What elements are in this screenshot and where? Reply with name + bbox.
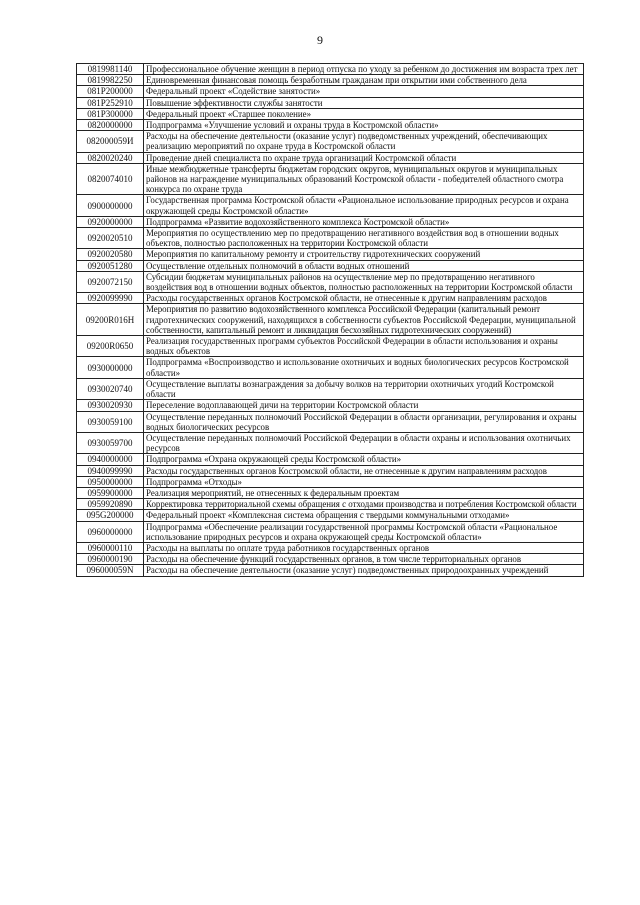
row-description: Расходы государственных органов Костромской области, не отнесенные к другим направлениям расходов xyxy=(144,293,584,304)
row-description: Иные межбюджетные трансферты бюджетам городских округов, муниципальных округов и муниципальных районов на награждение муниципальных образований Костромской области - победителей областного смотра конкурса по охране труда xyxy=(144,163,584,195)
row-description: Единовременная финансовая помощь безработным гражданам при открытии ими собственного дела xyxy=(144,75,584,86)
row-description: Подпрограмма «Охрана окружающей среды Костромской области» xyxy=(144,454,584,465)
row-code: 0819981140 xyxy=(77,64,144,75)
table-row xyxy=(77,260,584,271)
table-row xyxy=(77,152,584,163)
table-row xyxy=(77,499,584,510)
row-code: 0900000000 xyxy=(77,195,144,216)
row-description: Государственная программа Костромской области «Рациональное использование природных ресурсов и охрана окружающей среды Костромской области» xyxy=(144,195,584,216)
table-row xyxy=(77,411,584,432)
row-description: Переселение водоплавающей дичи на территории Костромской области xyxy=(144,400,584,411)
row-description: Корректировка территориальной схемы обращения с отходами производства и потребления Костромской области xyxy=(144,499,584,510)
row-description: Расходы на обеспечение деятельности (оказание услуг) подведомственных природоохранных учреждений xyxy=(144,565,584,576)
row-description: Расходы на выплаты по оплате труда работников государственных органов xyxy=(144,542,584,553)
table-row xyxy=(77,271,584,292)
table-row xyxy=(77,565,584,576)
row-code: 0819982250 xyxy=(77,75,144,86)
table-row xyxy=(77,75,584,86)
row-code: 0820000000 xyxy=(77,120,144,131)
row-code: 095G200000 xyxy=(77,510,144,521)
row-code: 09200R0650 xyxy=(77,336,144,357)
row-description: Расходы государственных органов Костромской области, не отнесенные к другим направлениям расходов xyxy=(144,465,584,476)
page-number: 9 xyxy=(317,33,323,47)
row-description: Субсидии бюджетам муниципальных районов на осуществление мер по предотвращению негативного воздействия вод в отношении водных объектов, полностью расположенных на территории Костромской области xyxy=(144,271,584,292)
table-row xyxy=(77,249,584,260)
table-row xyxy=(77,64,584,75)
budget-classification-table xyxy=(76,63,584,577)
table-row xyxy=(77,216,584,227)
row-description: Осуществление переданных полномочий Российской Федерации в области охраны и использования охотничьих ресурсов xyxy=(144,432,584,453)
row-code: 0959920890 xyxy=(77,499,144,510)
row-code: 0960000000 xyxy=(77,521,144,542)
table-row xyxy=(77,97,584,108)
row-code: 0920099990 xyxy=(77,293,144,304)
table-row xyxy=(77,357,584,378)
table-body xyxy=(77,64,584,577)
table-row xyxy=(77,120,584,131)
row-code: 0930020740 xyxy=(77,378,144,399)
table-row xyxy=(77,163,584,195)
row-description: Расходы на обеспечение функций государственных органов, в том числе территориальных органов xyxy=(144,554,584,565)
row-code: 0920051280 xyxy=(77,260,144,271)
row-code: 0960000110 xyxy=(77,542,144,553)
row-description: Проведение дней специалиста по охране труда организаций Костромской области xyxy=(144,152,584,163)
table-row xyxy=(77,108,584,119)
row-description: Профессиональное обучение женщин в период отпуска по уходу за ребенком до достижения им возраста трех лет xyxy=(144,64,584,75)
row-description: Федеральный проект «Содействие занятости» xyxy=(144,86,584,97)
row-code: 0920020510 xyxy=(77,228,144,249)
row-code: 081P300000 xyxy=(77,108,144,119)
table-row xyxy=(77,228,584,249)
row-code: 081P252910 xyxy=(77,97,144,108)
table-row xyxy=(77,487,584,498)
row-description: Реализация государственных программ субъектов Российской Федерации в области использования и охраны водных объектов xyxy=(144,336,584,357)
row-code: 0920072150 xyxy=(77,271,144,292)
row-code: 0930000000 xyxy=(77,357,144,378)
table-row xyxy=(77,454,584,465)
row-code: 0959900000 xyxy=(77,487,144,498)
row-code: 09200R016H xyxy=(77,304,144,336)
row-code: 0820074010 xyxy=(77,163,144,195)
table-row xyxy=(77,304,584,336)
table-row xyxy=(77,293,584,304)
row-description: Расходы на обеспечение деятельности (оказание услуг) подведомственных учреждений, обеспечивающих реализацию мероприятий по охране труда в Костромской области xyxy=(144,131,584,152)
row-description: Осуществление выплаты вознаграждения за добычу волков на территории охотничьих угодий Костромской области xyxy=(144,378,584,399)
row-code: 0930059100 xyxy=(77,411,144,432)
row-code: 0930059700 xyxy=(77,432,144,453)
table-row xyxy=(77,432,584,453)
row-code: 0940000000 xyxy=(77,454,144,465)
row-code: 0940099990 xyxy=(77,465,144,476)
row-code: 0930020930 xyxy=(77,400,144,411)
row-description: Реализация мероприятий, не отнесенных к федеральным проектам xyxy=(144,487,584,498)
row-description: Мероприятия по осуществлению мер по предотвращению негативного воздействия вод в отношении водных объектов, полностью расположенных на территории Костромской области xyxy=(144,228,584,249)
row-description: Осуществление переданных полномочий Российской Федерации в области организации, регулирования и охраны водных биологических ресурсов xyxy=(144,411,584,432)
row-code: 0920020580 xyxy=(77,249,144,260)
row-description: Повышение эффективности службы занятости xyxy=(144,97,584,108)
row-code: 096000059N xyxy=(77,565,144,576)
table-row xyxy=(77,400,584,411)
row-description: Подпрограмма «Воспроизводство и использование охотничьих и водных биологических ресурсов Костромской области» xyxy=(144,357,584,378)
table-row xyxy=(77,465,584,476)
table-row xyxy=(77,195,584,216)
table-row xyxy=(77,510,584,521)
row-code: 0950000000 xyxy=(77,476,144,487)
row-description: Федеральный проект «Старшее поколение» xyxy=(144,108,584,119)
row-description: Осуществление отдельных полномочий в области водных отношений xyxy=(144,260,584,271)
table-row xyxy=(77,336,584,357)
table-row xyxy=(77,554,584,565)
row-description: Подпрограмма «Улучшение условий и охраны труда в Костромской области» xyxy=(144,120,584,131)
table-row xyxy=(77,521,584,542)
table-row xyxy=(77,378,584,399)
row-description: Мероприятия по развитию водохозяйственного комплекса Российской Федерации (капитальный ремонт гидротехнических сооружений, находящихся в собственности субъектов Российской Федерации, муниципальной собственности, капитальный ремонт и ликвидация бесхозяйных гидротехнических сооружений) xyxy=(144,304,584,336)
row-code: 0820020240 xyxy=(77,152,144,163)
table-row xyxy=(77,476,584,487)
row-code: 082000059И xyxy=(77,131,144,152)
row-description: Федеральный проект «Комплексная система обращения с твердыми коммунальными отходами» xyxy=(144,510,584,521)
row-description: Подпрограмма «Обеспечение реализации государственной программы Костромской области «Рациональное использование природных ресурсов и охрана окружающей среды Костромской области» xyxy=(144,521,584,542)
row-code: 0920000000 xyxy=(77,216,144,227)
row-code: 081P200000 xyxy=(77,86,144,97)
table-row xyxy=(77,542,584,553)
row-description: Подпрограмма «Развитие водохозяйственного комплекса Костромской области» xyxy=(144,216,584,227)
table-row xyxy=(77,131,584,152)
table-row xyxy=(77,86,584,97)
row-description: Мероприятия по капитальному ремонту и строительству гидротехнических сооружений xyxy=(144,249,584,260)
row-description: Подпрограмма «Отходы» xyxy=(144,476,584,487)
row-code: 0960000190 xyxy=(77,554,144,565)
